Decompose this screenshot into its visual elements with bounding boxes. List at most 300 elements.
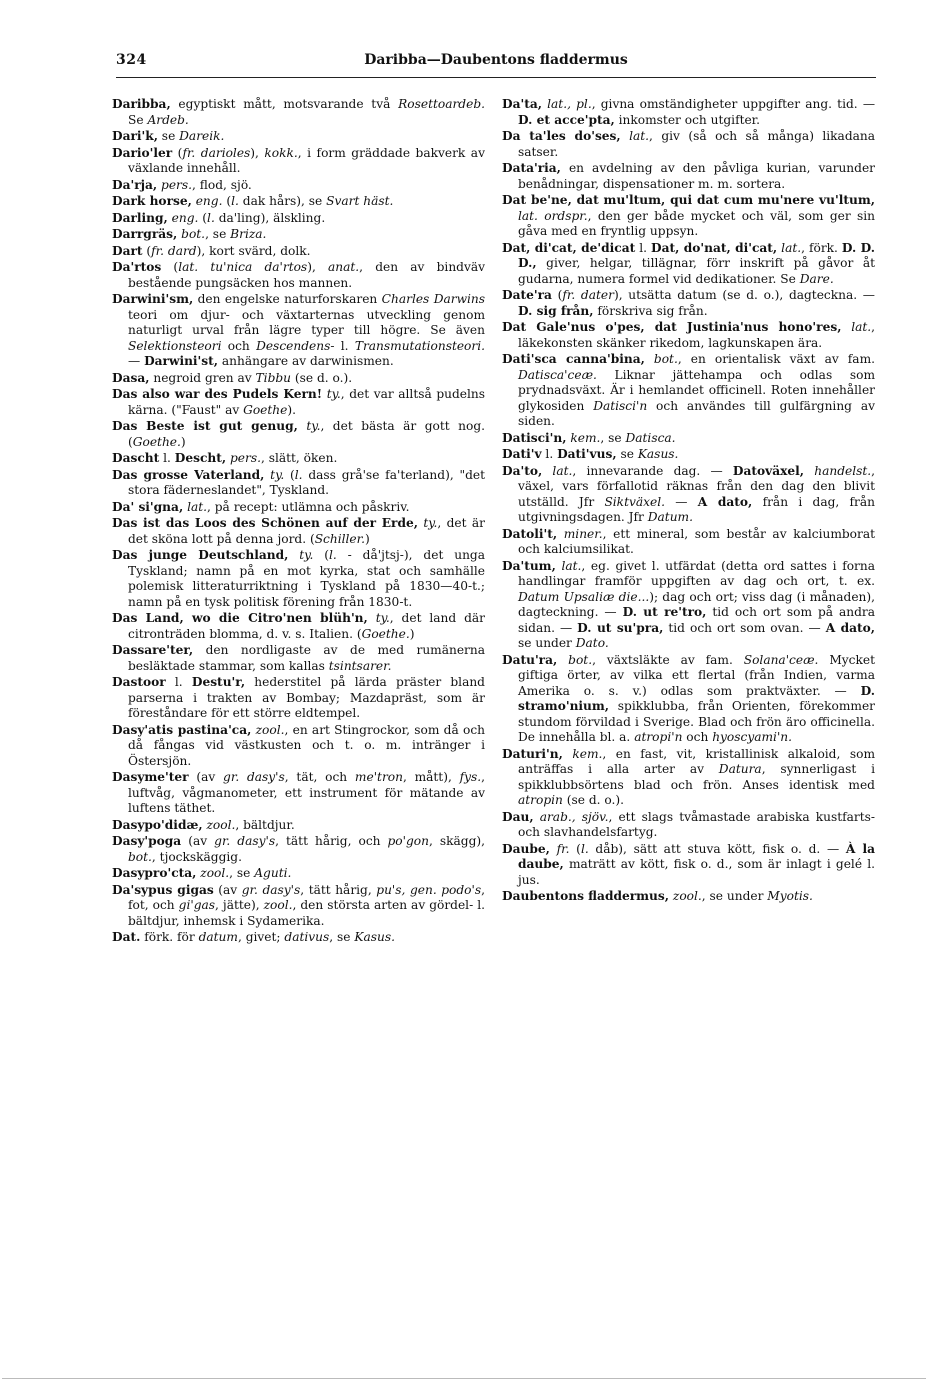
entry-italic-text: handelst. <box>814 463 872 478</box>
entry-text: , det bästa är gott nog. ( <box>128 419 486 449</box>
entry-text: l. <box>159 451 175 465</box>
entry-text: från i dag, från utgivningsdagen. Jfr <box>518 494 875 524</box>
entry-text <box>841 320 851 334</box>
entry-headword: Daubentons fladdermus, <box>502 889 670 903</box>
entry-bold-term: D. sig från, <box>518 303 594 318</box>
entry-text: l. <box>165 675 192 689</box>
page-number: 324 <box>116 52 147 68</box>
entry-text: , tätt hårig, och <box>275 834 388 848</box>
entry-text: ), kort svärd, dolk. <box>196 243 311 258</box>
entry-text: (se d. o.). <box>562 793 625 807</box>
entry-italic-text: Datisca. <box>625 430 676 445</box>
entry-text: , den av bindväv bestående pungsäcken hos mannen. <box>128 260 486 290</box>
entry-italic-text: Descendens- <box>256 338 335 353</box>
entry-text: , den ger både mycket och väl, som ger sin gåva med en fryntlig uppsyn. <box>518 208 875 238</box>
entry-text: en avdelning av den påvliga kurian, varunder benådningar, dispensationer m. m. sortera. <box>518 161 875 191</box>
dictionary-entry <box>502 810 875 841</box>
entry-headword: Daturi'n, <box>502 746 563 761</box>
entry-text <box>550 842 557 856</box>
entry-italic-text: atropi'n <box>634 730 683 744</box>
entry-text: , växel, vars förfallotid räknas från den dag den blivit utställd. Jfr <box>518 463 876 509</box>
dictionary-entry <box>112 244 485 260</box>
entry-italic-text: l. <box>207 210 215 225</box>
entry-text: , givna omständigheter uppgifter ang. tid. — <box>591 97 876 111</box>
entry-text: — <box>128 354 145 368</box>
entry-italic-text: pers. <box>230 451 261 465</box>
entry-text: ( <box>551 288 563 302</box>
entry-headword: Da' si'gna, <box>112 499 184 514</box>
entry-headword: Da'rja, <box>112 177 158 192</box>
entry-text: ). <box>287 402 296 417</box>
dictionary-entry <box>112 468 485 499</box>
entry-text: , givet; <box>237 930 285 944</box>
entry-text: förk. för <box>140 930 199 944</box>
entry-italic-text: bot. <box>128 849 152 864</box>
entry-italic-text: l. <box>328 548 337 562</box>
entry-bold-term: D. stramo'nium, <box>518 683 875 713</box>
entry-headword: Dat, di'cat, de'dicat <box>502 240 636 255</box>
entry-bold-term: Dat, do'nat, di'cat, <box>651 240 778 255</box>
entry-text: , jätte), <box>215 898 264 912</box>
entry-bold-term: Darwini'st, <box>144 354 219 368</box>
entry-text: , en art Stingrockor, som då och då fångas vid västkusten och t. o. m. intränger i Östersjön. <box>128 722 485 768</box>
entry-text: , se <box>229 866 255 880</box>
dictionary-entry <box>112 818 485 834</box>
entry-headword: Da'rtos <box>112 260 162 274</box>
entry-text: , bältdjur. <box>235 817 295 832</box>
entry-text: ) <box>180 434 186 449</box>
dictionary-entry <box>502 352 875 430</box>
entry-bold-term: D. ut su'pra, <box>577 620 664 635</box>
entry-text: Liknar jättehampa och odlas som prydnadsväxt. Är i hemlandet officinell. Roten innehåller glykosiden <box>518 367 875 413</box>
entry-text: ( <box>142 243 152 258</box>
entry-italic-text: dativus <box>284 930 330 944</box>
dictionary-entry <box>112 227 485 243</box>
entry-text: , eg. givet l. utfärdat (detta ord sattes i forna handlingar framför uppgiften av dag och ort, t. ex. <box>518 558 876 588</box>
entry-text: Se <box>128 112 148 127</box>
dictionary-entry <box>502 559 875 652</box>
entry-text: , se <box>329 930 355 944</box>
entry-italic-text: miner. <box>563 526 603 541</box>
running-head: Daribba—Daubentons fladdermus <box>364 52 628 68</box>
dictionary-entry <box>502 842 875 889</box>
dictionary-entry <box>502 161 875 192</box>
dictionary-entry <box>112 883 485 930</box>
entry-italic-text: kem. <box>570 430 601 445</box>
entry-text: ( <box>198 210 208 225</box>
entry-italic-text: Datum Upsaliæ die... <box>518 589 650 604</box>
entry-italic-text: Ardeb. <box>147 112 189 127</box>
entry-text: egyptiskt mått, motsvarande två <box>170 97 399 111</box>
entry-headword: Data'ria, <box>502 161 561 175</box>
entry-text: dass grå'se fa'terland), "det stora fäderneslandet", Tyskland. <box>128 467 485 497</box>
entry-headword: Darwini'sm, <box>112 292 194 306</box>
dictionary-entry <box>502 447 875 463</box>
entry-italic-text: Myotis. <box>767 889 813 903</box>
entry-headword: Dati'v <box>502 447 542 461</box>
entry-headword: Darling, <box>112 210 168 225</box>
entry-text <box>563 747 573 761</box>
entry-italic-text: gr. dasy's <box>214 834 276 848</box>
entry-italic-text: zool. <box>263 898 293 912</box>
entry-italic-text: Solana'ceæ. <box>743 652 819 667</box>
entry-text: och <box>221 338 257 353</box>
entry-text: , det var alltså pudelns kärna. ("Faust" av <box>128 387 486 417</box>
entry-text <box>645 352 654 366</box>
entry-headword: Das Land, wo die Citro'nen blüh'n, <box>112 611 368 625</box>
entry-italic-text: pu's, gen. podo's <box>376 882 482 897</box>
dictionary-entry <box>112 866 485 882</box>
entry-italic-text: zool. <box>200 866 230 880</box>
dictionary-entry <box>502 747 875 809</box>
entry-italic-text: fr. <box>556 841 570 856</box>
entry-headword: Daribba, <box>112 97 171 111</box>
entry-headword: Dastoor <box>112 675 166 689</box>
entry-italic-text: zool. <box>206 817 236 832</box>
entry-text: ), utsätta datum (se d. o.), dagteckna. — <box>613 288 875 302</box>
entry-headword: Das ist das Loos des Schönen auf der Erde, <box>112 516 418 530</box>
entry-bold-term: D. et acce'pta, <box>518 112 615 127</box>
entry-text: , skägg), <box>428 834 485 848</box>
entry-italic-text: eng. <box>171 210 199 225</box>
dictionary-entry <box>112 419 485 450</box>
dictionary-entry <box>502 320 875 351</box>
entry-headword: Date'ra <box>502 288 552 302</box>
scan-edge <box>2 1378 926 1379</box>
entry-headword: Dart <box>112 243 143 258</box>
entry-text: , ett slags tvåmastade arabiska kustfarts- och slavhandelsfartyg. <box>518 809 876 839</box>
entry-italic-text: Kasus. <box>354 930 395 944</box>
entry-italic-text: Goethe. <box>361 626 410 641</box>
right-column <box>502 97 875 906</box>
entry-text: negroid gren av <box>149 370 256 385</box>
dictionary-entry <box>502 527 875 558</box>
entry-text: l. <box>541 447 558 461</box>
entry-headword: Das Beste ist gut genug, <box>112 419 298 433</box>
entry-italic-text: arab., sjöv. <box>539 809 609 824</box>
entry-headword: Da'to, <box>502 463 543 478</box>
entry-text: , den största arten av gördel- l. bältdjur, inhemsk i Sydamerika. <box>128 898 485 928</box>
entry-text: , i form gräddade bakverk av växlande innehåll. <box>128 145 485 175</box>
entry-text: ( <box>161 260 179 274</box>
entry-text: teori om djur- och växtarternas utveckling genom naturligt urval från lägre typer till högre. Se även <box>128 307 485 337</box>
entry-italic-text: Briza. <box>230 227 267 241</box>
entry-headword: Dat. <box>112 930 141 944</box>
entry-text: ( <box>313 548 329 562</box>
entry-italic-text: ty. <box>270 467 285 482</box>
entry-italic-text: hyoscyami'n. <box>712 730 793 744</box>
entry-text: och användes till gulfärgning av siden. <box>518 398 875 428</box>
entry-headword: Dati'sca canna'bina, <box>502 352 645 366</box>
entry-italic-text: l. <box>231 194 239 208</box>
entry-headword: Dat be'ne, dat mu'ltum, qui dat cum mu'nere vu'ltum, <box>502 193 875 207</box>
entry-italic-text: ty. <box>326 387 341 401</box>
dictionary-entry <box>502 193 875 240</box>
dictionary-entry <box>502 241 875 288</box>
entry-italic-text: po'gon <box>387 834 429 848</box>
entry-text: , en fast, vit, kristallinisk alkaloid, som anträffas i alla arter av <box>518 746 876 776</box>
entry-text: (av <box>213 882 242 897</box>
entry-italic-text: gi'gas <box>178 898 216 912</box>
left-column <box>112 97 485 947</box>
entry-italic-text: kokk. <box>264 145 298 160</box>
entry-italic-text: ty. <box>306 419 321 433</box>
dictionary-entry <box>112 292 485 370</box>
entry-italic-text: lat. ordspr. <box>518 208 588 223</box>
entry-italic-text: Rosettoardeb. <box>398 97 485 111</box>
entry-text: giver, helgar, tillägnar, förr inskrift på gåvor åt gudarna, numera formel vid dedikationer. Se <box>518 256 875 286</box>
dictionary-entry <box>502 431 875 447</box>
entry-text: dak hårs), se <box>238 194 327 208</box>
entry-headword: Dassare'ter, <box>112 643 194 657</box>
entry-text: , tät, och <box>284 770 355 784</box>
entry-text <box>542 464 552 478</box>
entry-headword: Da'tum, <box>502 558 556 573</box>
dictionary-entry <box>112 930 485 946</box>
entry-text: ) <box>409 626 415 641</box>
entry-text: , giv (så och så många) likadana satser. <box>518 129 876 159</box>
dictionary-entry <box>112 129 485 145</box>
entry-italic-text: Goethe <box>243 402 288 417</box>
entry-text: och <box>682 730 713 744</box>
entry-text <box>621 129 629 143</box>
dictionary-entry <box>112 723 485 770</box>
entry-text: , innevarande dag. — <box>572 463 733 478</box>
entry-text: - då'jtsj-), det unga Tyskland; namn på en mot kyrka, stat och samhälle polemisk litteraturriktning i Tyskland på 1830—40-t.; namn på en tysk politisk förening från 1830-t. <box>128 548 486 609</box>
entry-text: ( <box>172 145 183 160</box>
entry-headword: Dat Gale'nus o'pes, dat Justinia'nus hono'res, <box>502 320 842 334</box>
entry-italic-text: lat. <box>781 240 802 255</box>
entry-italic-text: pers. <box>161 177 193 192</box>
dictionary-entry <box>502 97 875 128</box>
entry-text: (av <box>188 770 224 784</box>
dictionary-entry <box>112 387 485 418</box>
entry-headword: Datoli't, <box>502 526 558 541</box>
entry-text: hederstitel på lärda präster bland parserna i trakten av Bombay; Mazdapräst, som är föreståndare för ett större eldtempel. <box>128 675 485 720</box>
entry-text: , läkekonsten skänker rikedom, lagkunskapen ära. <box>518 320 876 350</box>
entry-text: , på recept: utlämna och påskriv. <box>207 499 410 514</box>
entry-italic-text: datum <box>198 930 238 944</box>
entry-text: , luftvåg, vågmanometer, ett instrument för mätande av luftens täthet. <box>128 770 486 815</box>
entry-italic-text: Schiller. <box>314 531 365 546</box>
entry-italic-text: l. <box>294 467 303 482</box>
entry-italic-text: Datura <box>718 762 762 776</box>
entry-italic-text: Goethe. <box>132 434 181 449</box>
dictionary-entry <box>112 834 485 865</box>
dictionary-entry <box>112 770 485 817</box>
entry-text: , tjockskäggig. <box>151 849 242 864</box>
entry-text: ), <box>250 145 265 160</box>
entry-text: ), <box>307 260 329 274</box>
entry-text: tid och ort som på andra sidan. — <box>518 605 876 635</box>
entry-text: maträtt av kött, fisk o. d., som är inlagt i gelé l. jus. <box>518 857 875 887</box>
entry-italic-text: lat. tu'nica da'rtos <box>178 260 308 274</box>
dictionary-entry <box>112 643 485 674</box>
dictionary-entry <box>502 288 875 319</box>
entry-headword: Das grosse Vaterland, <box>112 467 265 482</box>
entry-headword: Dark horse, <box>112 194 192 208</box>
entry-text: , fot, och <box>128 882 486 912</box>
entry-italic-text: Dareik. <box>179 129 225 143</box>
dictionary-entry <box>112 97 485 128</box>
entry-italic-text: l. <box>580 841 589 856</box>
entry-bold-term: D. D. D., <box>518 240 876 270</box>
entry-text: se under <box>518 636 576 650</box>
entry-text: , det land där citronträden blomma, d. v. s. Italien. ( <box>128 611 486 641</box>
dictionary-entry <box>112 211 485 227</box>
entry-italic-text: bot. <box>568 652 593 667</box>
entry-text <box>368 611 376 625</box>
entry-headword: Darrgräs, <box>112 227 178 241</box>
entry-text: den engelske naturforskaren <box>193 292 382 306</box>
entry-italic-text: Dato. <box>575 636 609 650</box>
entry-italic-text: me'tron <box>354 770 403 784</box>
dictionary-entry <box>112 260 485 291</box>
entry-text: anhängare av darwinismen. <box>218 354 394 368</box>
entry-headword: Dasa, <box>112 370 150 385</box>
entry-text: ) <box>365 531 370 546</box>
entry-text: l. <box>635 240 652 255</box>
dictionary-entry <box>112 371 485 387</box>
entry-text: spikklubba, från Orienten, förekommer stundom förvildad i Sverige. Blad och frön äro officinella. De innehålla bl. a. <box>518 699 875 744</box>
entry-text: Mycket giftiga örter, av vilka ett flertal (från Indien, varma Amerika o. s. v.) odlas som praktväxter. — <box>518 652 876 698</box>
entry-bold-term: D. ut re'tro, <box>622 605 707 619</box>
entry-headword: Dasypro'cta, <box>112 866 197 880</box>
entry-italic-text: lat. <box>629 129 650 143</box>
entry-headword: Dascht <box>112 451 160 465</box>
entry-italic-text: gr. dasy's <box>223 770 285 784</box>
entry-headword: Dau, <box>502 809 534 824</box>
entry-text: se <box>616 447 638 461</box>
entry-headword: Da'ta, <box>502 97 542 111</box>
entry-italic-text: lat., pl. <box>547 97 592 111</box>
entry-italic-text: Aguti. <box>254 866 292 880</box>
entry-italic-text: lat. <box>552 463 573 478</box>
entry-italic-text: gr. dasy's <box>241 882 301 897</box>
entry-italic-text: fr. dater <box>562 288 614 302</box>
entry-italic-text: lat. <box>187 499 207 514</box>
entry-text: se <box>157 129 180 143</box>
entry-italic-text: Siktväxel. <box>604 494 665 509</box>
dictionary-entry <box>112 194 485 210</box>
entry-text: , tätt hårig, <box>300 882 377 897</box>
entry-italic-text: fys. <box>459 770 482 784</box>
dictionary-entry <box>502 653 875 746</box>
entry-text: (se d. o.). <box>291 370 353 385</box>
dictionary-entry <box>502 129 875 160</box>
entry-headword: Dasy'poga <box>112 834 182 848</box>
entry-bold-term: Destu'r, <box>191 675 246 689</box>
entry-headword: Dasypo'didæ, <box>112 817 203 832</box>
entry-italic-text: Tibbu <box>255 370 292 385</box>
entry-headword: Daube, <box>502 841 550 856</box>
entry-italic-text: zool. <box>672 889 702 903</box>
entry-headword: Dasyme'ter <box>112 770 189 784</box>
entry-italic-text: Datisca'ceæ. <box>518 367 597 382</box>
entry-text: , ett mineral, som består av kalciumborat och kalciumsilikat. <box>518 526 876 556</box>
entry-headword: Da ta'les do'ses, <box>502 129 621 143</box>
entry-text <box>288 548 299 562</box>
entry-text: , se under <box>701 889 768 903</box>
entry-text: (av <box>181 834 215 848</box>
dictionary-entry <box>112 178 485 194</box>
entry-text <box>557 653 568 667</box>
entry-text: , det är det sköna lott på denna jord. ( <box>128 516 485 546</box>
entry-italic-text: Svart häst. <box>326 194 394 208</box>
entry-text: , en orientalisk växt av fam. <box>677 352 876 366</box>
entry-bold-term: Dati'vus, <box>557 447 617 461</box>
entry-headword: Datu'ra, <box>502 652 558 667</box>
entry-text: dåb), sätt att stuva kött, fisk o. d. — <box>588 841 846 856</box>
entry-italic-text: ty. <box>423 516 438 530</box>
entry-italic-text: Datisci'n <box>593 398 648 413</box>
entry-text: ( <box>284 467 295 482</box>
entry-italic-text: eng. <box>195 194 223 208</box>
dictionary-entry <box>112 146 485 177</box>
entry-italic-text: anat. <box>328 260 360 274</box>
dictionary-entry <box>112 675 485 722</box>
entry-text: ); dag och ort; viss dag (i månaden), dagteckning. — <box>518 589 876 619</box>
entry-italic-text: Datum. <box>647 510 693 524</box>
entry-italic-text: Transmutationsteori. <box>354 338 485 353</box>
entry-text: — <box>664 494 698 509</box>
entry-italic-text: ty. <box>375 611 390 625</box>
entry-text: ( <box>569 841 581 856</box>
entry-italic-text: lat. <box>851 320 872 334</box>
entry-italic-text: bot. <box>653 352 678 366</box>
entry-italic-text: lat. <box>561 558 582 573</box>
entry-text: , växtsläkte av fam. <box>592 652 744 667</box>
entry-headword: Da'sypus gigas <box>112 882 214 897</box>
entry-text <box>557 527 564 541</box>
entry-bold-term: A dato, <box>697 494 753 509</box>
entry-italic-text: fr. dard <box>151 243 197 258</box>
entry-text: tid och ort som ovan. — <box>663 620 826 635</box>
header-rule <box>116 77 876 78</box>
entry-text: , flod, sjö. <box>192 177 252 192</box>
entry-italic-text: bot. <box>181 227 206 241</box>
dictionary-entry <box>112 451 485 467</box>
entry-bold-term: Descht, <box>174 451 227 465</box>
dictionary-entry <box>112 500 485 516</box>
entry-italic-text: atropin <box>518 793 563 807</box>
dictionary-entry <box>112 516 485 547</box>
entry-text: , förk. <box>801 240 842 255</box>
entry-text: l. <box>334 338 355 353</box>
entry-text: da'ling), älskling. <box>214 210 326 225</box>
entry-headword: Dasy'atis pastina'ca, <box>112 722 252 737</box>
entry-headword: Dari'k, <box>112 129 158 143</box>
entry-bold-term: A dato, <box>825 620 875 635</box>
entry-text: , synnerligast i spikklubbsörtens blad och frön. Anses identisk med <box>518 762 875 792</box>
entry-text: den nordligaste av de med rumänerna besläktade stammar, som kallas <box>128 643 485 673</box>
entry-italic-text: Charles Darwins <box>381 292 485 306</box>
entry-text: inkomster och utgifter. <box>614 112 761 127</box>
entry-italic-text: ty. <box>299 548 314 562</box>
entry-italic-text: Selektionsteori <box>128 338 222 353</box>
entry-text: förskriva sig från. <box>593 303 708 318</box>
entry-italic-text: Kasus. <box>637 447 679 461</box>
entry-italic-text: fr. darioles <box>182 145 251 160</box>
entry-italic-text: tsintsarer. <box>328 658 392 673</box>
entry-headword: Datisci'n, <box>502 430 567 445</box>
entry-italic-text: zool. <box>255 722 285 737</box>
entry-headword: Dario'ler <box>112 145 173 160</box>
entry-text <box>804 464 814 478</box>
dictionary-entry <box>502 889 875 905</box>
entry-text: ( <box>222 194 232 208</box>
entry-bold-term: Datoväxel, <box>732 463 805 478</box>
